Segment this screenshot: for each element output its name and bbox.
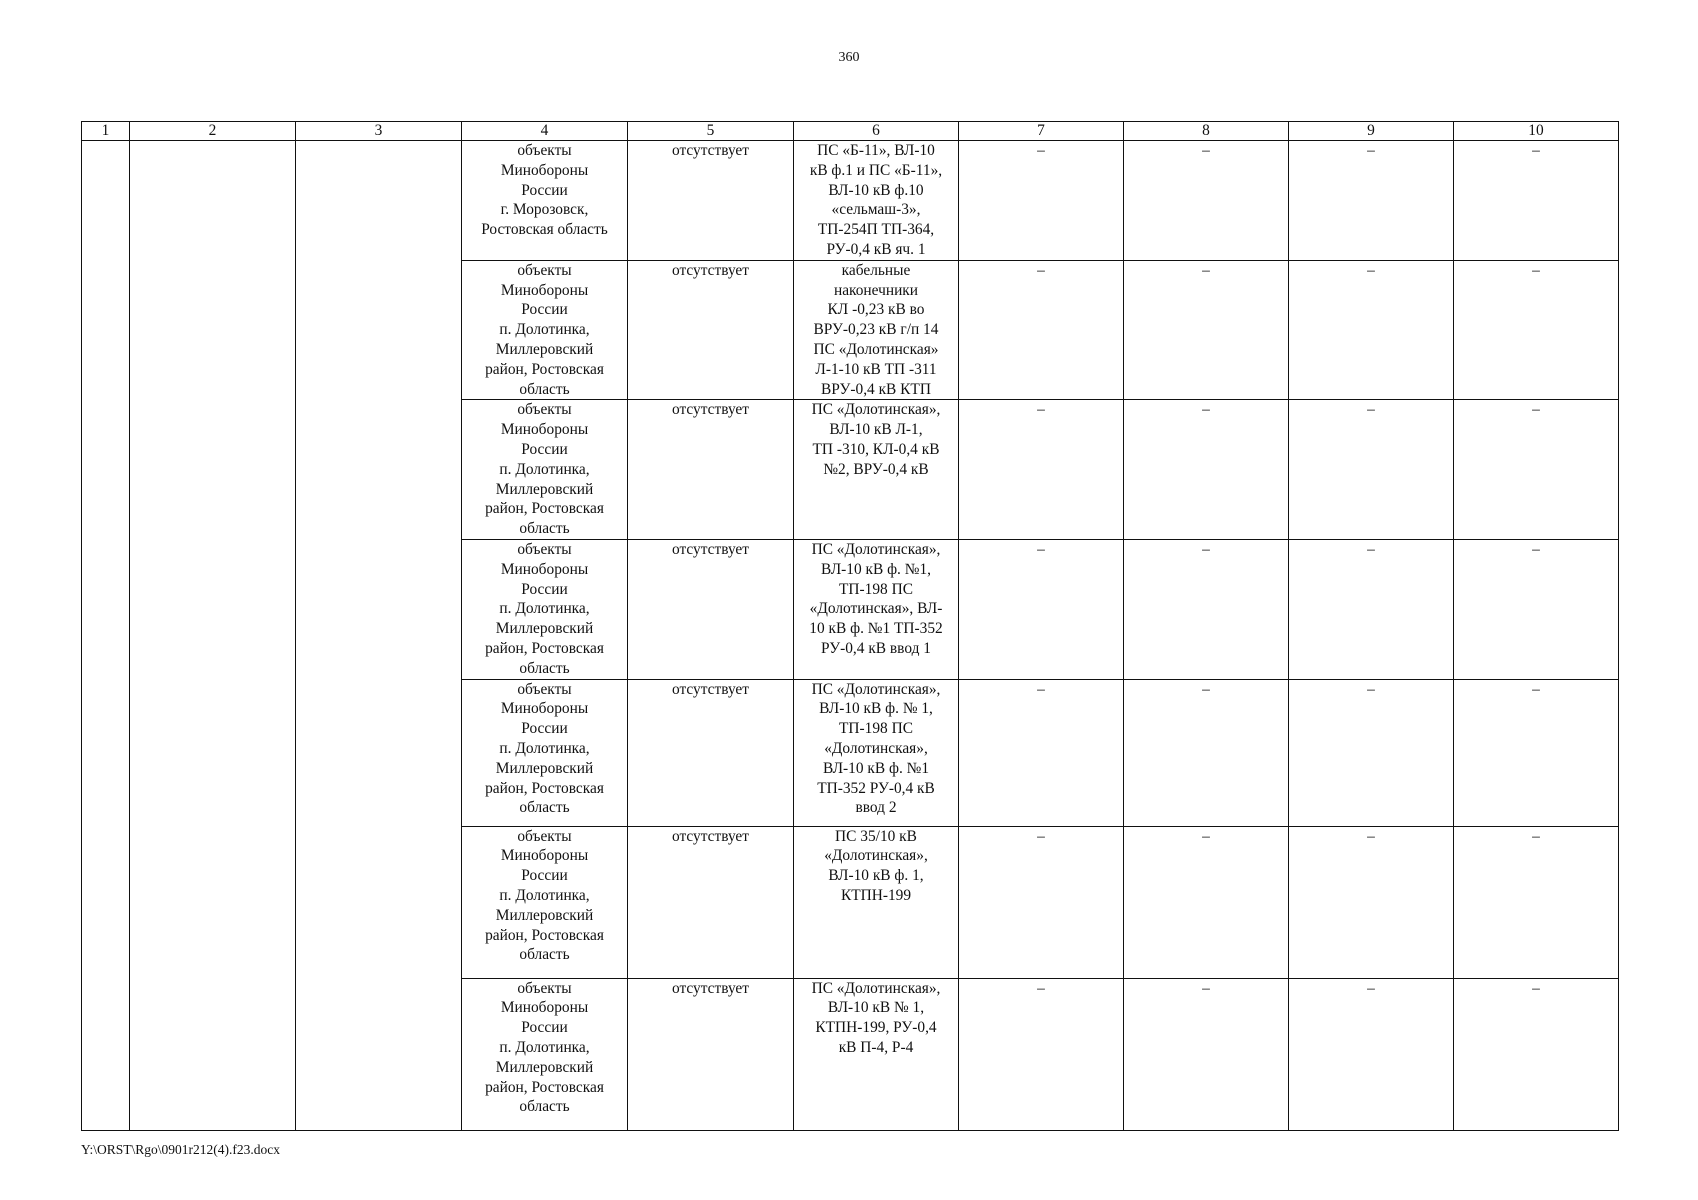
cell-line: «сельмаш-3», [831, 201, 921, 219]
cell-object [462, 679, 628, 826]
cell-equipment [794, 679, 959, 826]
cell-line: КТПН-199, РУ-0,4 [815, 1019, 937, 1037]
cell-line: России [521, 181, 568, 199]
cell-status: отсутствует [628, 141, 794, 261]
cell-col7: – [959, 260, 1124, 400]
cell-col7: – [959, 539, 1124, 679]
cell-col8: – [1124, 141, 1289, 261]
cell-line: объекты [517, 401, 572, 419]
cell-equipment [794, 539, 959, 679]
cell-equipment [794, 141, 959, 261]
cell-col9: – [1289, 400, 1454, 540]
cell-line: России [521, 580, 568, 598]
cell-line: район, Ростовская [485, 779, 604, 797]
cell-line: Миллеровский [495, 1058, 594, 1076]
cell-line: ВЛ-10 кВ № 1, [827, 999, 925, 1017]
cell-col7: – [959, 400, 1124, 540]
cell-status: отсутствует [628, 826, 794, 978]
cell-line: №2, ВРУ-0,4 кВ [823, 460, 929, 478]
cell-line: ввод 2 [855, 799, 897, 817]
cell-equipment [794, 260, 959, 400]
cell-col10: – [1454, 978, 1619, 1130]
cell-col10: – [1454, 141, 1619, 261]
cell-line: РУ-0,4 кВ ввод 1 [821, 639, 931, 657]
cell-line: Минобороны [500, 281, 589, 299]
footer-file-path: Y:\ORST\Rgo\0901r212(4).f23.docx [81, 1142, 280, 1157]
cell-line: России [521, 440, 568, 458]
cell-line: район, Ростовская [485, 500, 604, 518]
cell-line: Миллеровский [495, 480, 594, 498]
cell-line: п. Долотинка, [499, 460, 590, 478]
cell-line: Миллеровский [495, 906, 594, 924]
cell-line: ВЛ-10 кВ ф. 1, [828, 867, 924, 885]
cell-line: ВРУ-0,23 кВ г/п 14 [813, 321, 939, 339]
cell-line: ВЛ-10 кВ Л-1, [829, 421, 923, 439]
cell-line: КТПН-199 [840, 886, 912, 904]
cell-col8: – [1124, 826, 1289, 978]
cell-line: район, Ростовская [485, 1078, 604, 1096]
cell-line: ПС «Долотинская», [811, 540, 941, 558]
cell-status: отсутствует [628, 539, 794, 679]
cell-object [462, 260, 628, 400]
cell-line: область [519, 380, 570, 398]
cell-col9: – [1289, 679, 1454, 826]
cell-line: Минобороны [500, 560, 589, 578]
cell-status: отсутствует [628, 260, 794, 400]
cell-line: Минобороны [500, 700, 589, 718]
cell-status: отсутствует [628, 400, 794, 540]
cell-col9: – [1289, 260, 1454, 400]
cell-col10: – [1454, 826, 1619, 978]
cell-line: область [519, 520, 570, 538]
cell-line: ПС «Долотинская», [811, 979, 941, 997]
cell-line: Миллеровский [495, 620, 594, 638]
cell-line: район, Ростовская [485, 639, 604, 657]
cell-col7: – [959, 978, 1124, 1130]
cell-line: ВЛ-10 кВ ф. №1 [822, 759, 930, 777]
cell-line: ТП-198 ПС [839, 720, 913, 738]
cell-line: России [521, 867, 568, 885]
cell-col9: – [1289, 141, 1454, 261]
cell-line: область [519, 946, 570, 964]
cell-col7: – [959, 679, 1124, 826]
cell-col9: – [1289, 826, 1454, 978]
cell-line: Миллеровский [495, 759, 594, 777]
cell-line: область [519, 659, 570, 677]
cell-line: Миллеровский [495, 340, 594, 358]
column-header-8: 8 [1124, 122, 1289, 141]
cell-line: ПС «Долотинская», [811, 401, 941, 419]
cell-col3-empty [296, 141, 462, 1131]
cell-line: ПС 35/10 кВ [835, 827, 917, 845]
cell-equipment [794, 978, 959, 1130]
cell-line: область [519, 799, 570, 817]
cell-line: ПС «Долотинская», [811, 680, 941, 698]
cell-line: ТП -310, КЛ-0,4 кВ [812, 440, 940, 458]
column-header-2: 2 [130, 122, 296, 141]
column-header-5: 5 [628, 122, 794, 141]
cell-line: область [519, 1098, 570, 1116]
table-header-row [82, 122, 1619, 141]
cell-line: «Долотинская», [824, 847, 928, 865]
cell-line: РУ-0,4 кВ яч. 1 [826, 240, 926, 258]
column-header-10: 10 [1454, 122, 1619, 141]
cell-status: отсутствует [628, 978, 794, 1130]
cell-col8: – [1124, 539, 1289, 679]
cell-col1-empty [82, 141, 130, 1131]
cell-object [462, 539, 628, 679]
cell-col7: – [959, 826, 1124, 978]
page-number: 360 [838, 50, 860, 65]
cell-line: Минобороны [500, 999, 589, 1017]
cell-line: п. Долотинка, [499, 321, 590, 339]
cell-line: объекты [517, 979, 572, 997]
cell-status: отсутствует [628, 679, 794, 826]
cell-col8: – [1124, 260, 1289, 400]
cell-line: ВЛ-10 кВ ф. № 1, [819, 700, 933, 718]
cell-object [462, 826, 628, 978]
cell-line: г. Морозовск, [500, 201, 589, 219]
cell-line: объекты [517, 540, 572, 558]
cell-line: объекты [517, 680, 572, 698]
column-header-1: 1 [82, 122, 130, 141]
column-header-4: 4 [462, 122, 628, 141]
cell-col8: – [1124, 978, 1289, 1130]
cell-object [462, 141, 628, 261]
cell-line: Минобороны [500, 421, 589, 439]
cell-line: ВЛ-10 кВ ф. №1, [821, 560, 931, 578]
column-header-9: 9 [1289, 122, 1454, 141]
cell-col10: – [1454, 260, 1619, 400]
table-body [82, 141, 1619, 1131]
cell-line: район, Ростовская [485, 926, 604, 944]
column-header-3: 3 [296, 122, 462, 141]
cell-line: КЛ -0,23 кВ во [827, 301, 925, 319]
cell-line: кабельные [841, 261, 911, 279]
table-row [82, 141, 1619, 261]
cell-col8: – [1124, 679, 1289, 826]
cell-col7: – [959, 141, 1124, 261]
cell-line: п. Долотинка, [499, 886, 590, 904]
cell-line: район, Ростовская [485, 360, 604, 378]
cell-line: «Долотинская», [824, 739, 928, 757]
cell-line: России [521, 301, 568, 319]
cell-line: Минобороны [500, 847, 589, 865]
cell-line: Ростовская область [481, 221, 608, 239]
cell-line: наконечники [833, 281, 919, 299]
cell-col8: – [1124, 400, 1289, 540]
document-table [81, 121, 1619, 1131]
cell-line: кВ ф.1 и ПС «Б-11», [809, 161, 943, 179]
cell-line: кВ П-4, Р-4 [838, 1038, 914, 1056]
cell-line: п. Долотинка, [499, 1038, 590, 1056]
cell-equipment [794, 400, 959, 540]
cell-line: 10 кВ ф. №1 ТП-352 [809, 620, 943, 638]
cell-line: Л-1-10 кВ ТП -311 [815, 360, 937, 378]
cell-line: Минобороны [500, 161, 589, 179]
cell-line: ТП-254П ТП-364, [817, 221, 935, 239]
cell-line: объекты [517, 261, 572, 279]
cell-col2-empty [130, 141, 296, 1131]
cell-line: ВЛ-10 кВ ф.10 [828, 181, 924, 199]
cell-line: п. Долотинка, [499, 739, 590, 757]
cell-line: объекты [517, 827, 572, 845]
cell-line: объекты [517, 142, 572, 159]
cell-line: ВРУ-0,4 кВ КТП [821, 380, 931, 398]
cell-line: России [521, 1019, 568, 1037]
cell-line: п. Долотинка, [499, 600, 590, 618]
cell-equipment [794, 826, 959, 978]
cell-line: «Долотинская», ВЛ- [809, 600, 943, 618]
cell-col9: – [1289, 978, 1454, 1130]
cell-line: ТП-198 ПС [839, 580, 913, 598]
cell-col9: – [1289, 539, 1454, 679]
column-header-7: 7 [959, 122, 1124, 141]
cell-col10: – [1454, 679, 1619, 826]
cell-col10: – [1454, 539, 1619, 679]
cell-col10: – [1454, 400, 1619, 540]
cell-line: ПС «Б-11», ВЛ-10 [817, 142, 935, 159]
cell-object [462, 400, 628, 540]
cell-object [462, 978, 628, 1130]
cell-line: ПС «Долотинская» [813, 340, 939, 358]
cell-line: ТП-352 РУ-0,4 кВ [817, 779, 935, 797]
cell-line: России [521, 720, 568, 738]
column-header-6: 6 [794, 122, 959, 141]
